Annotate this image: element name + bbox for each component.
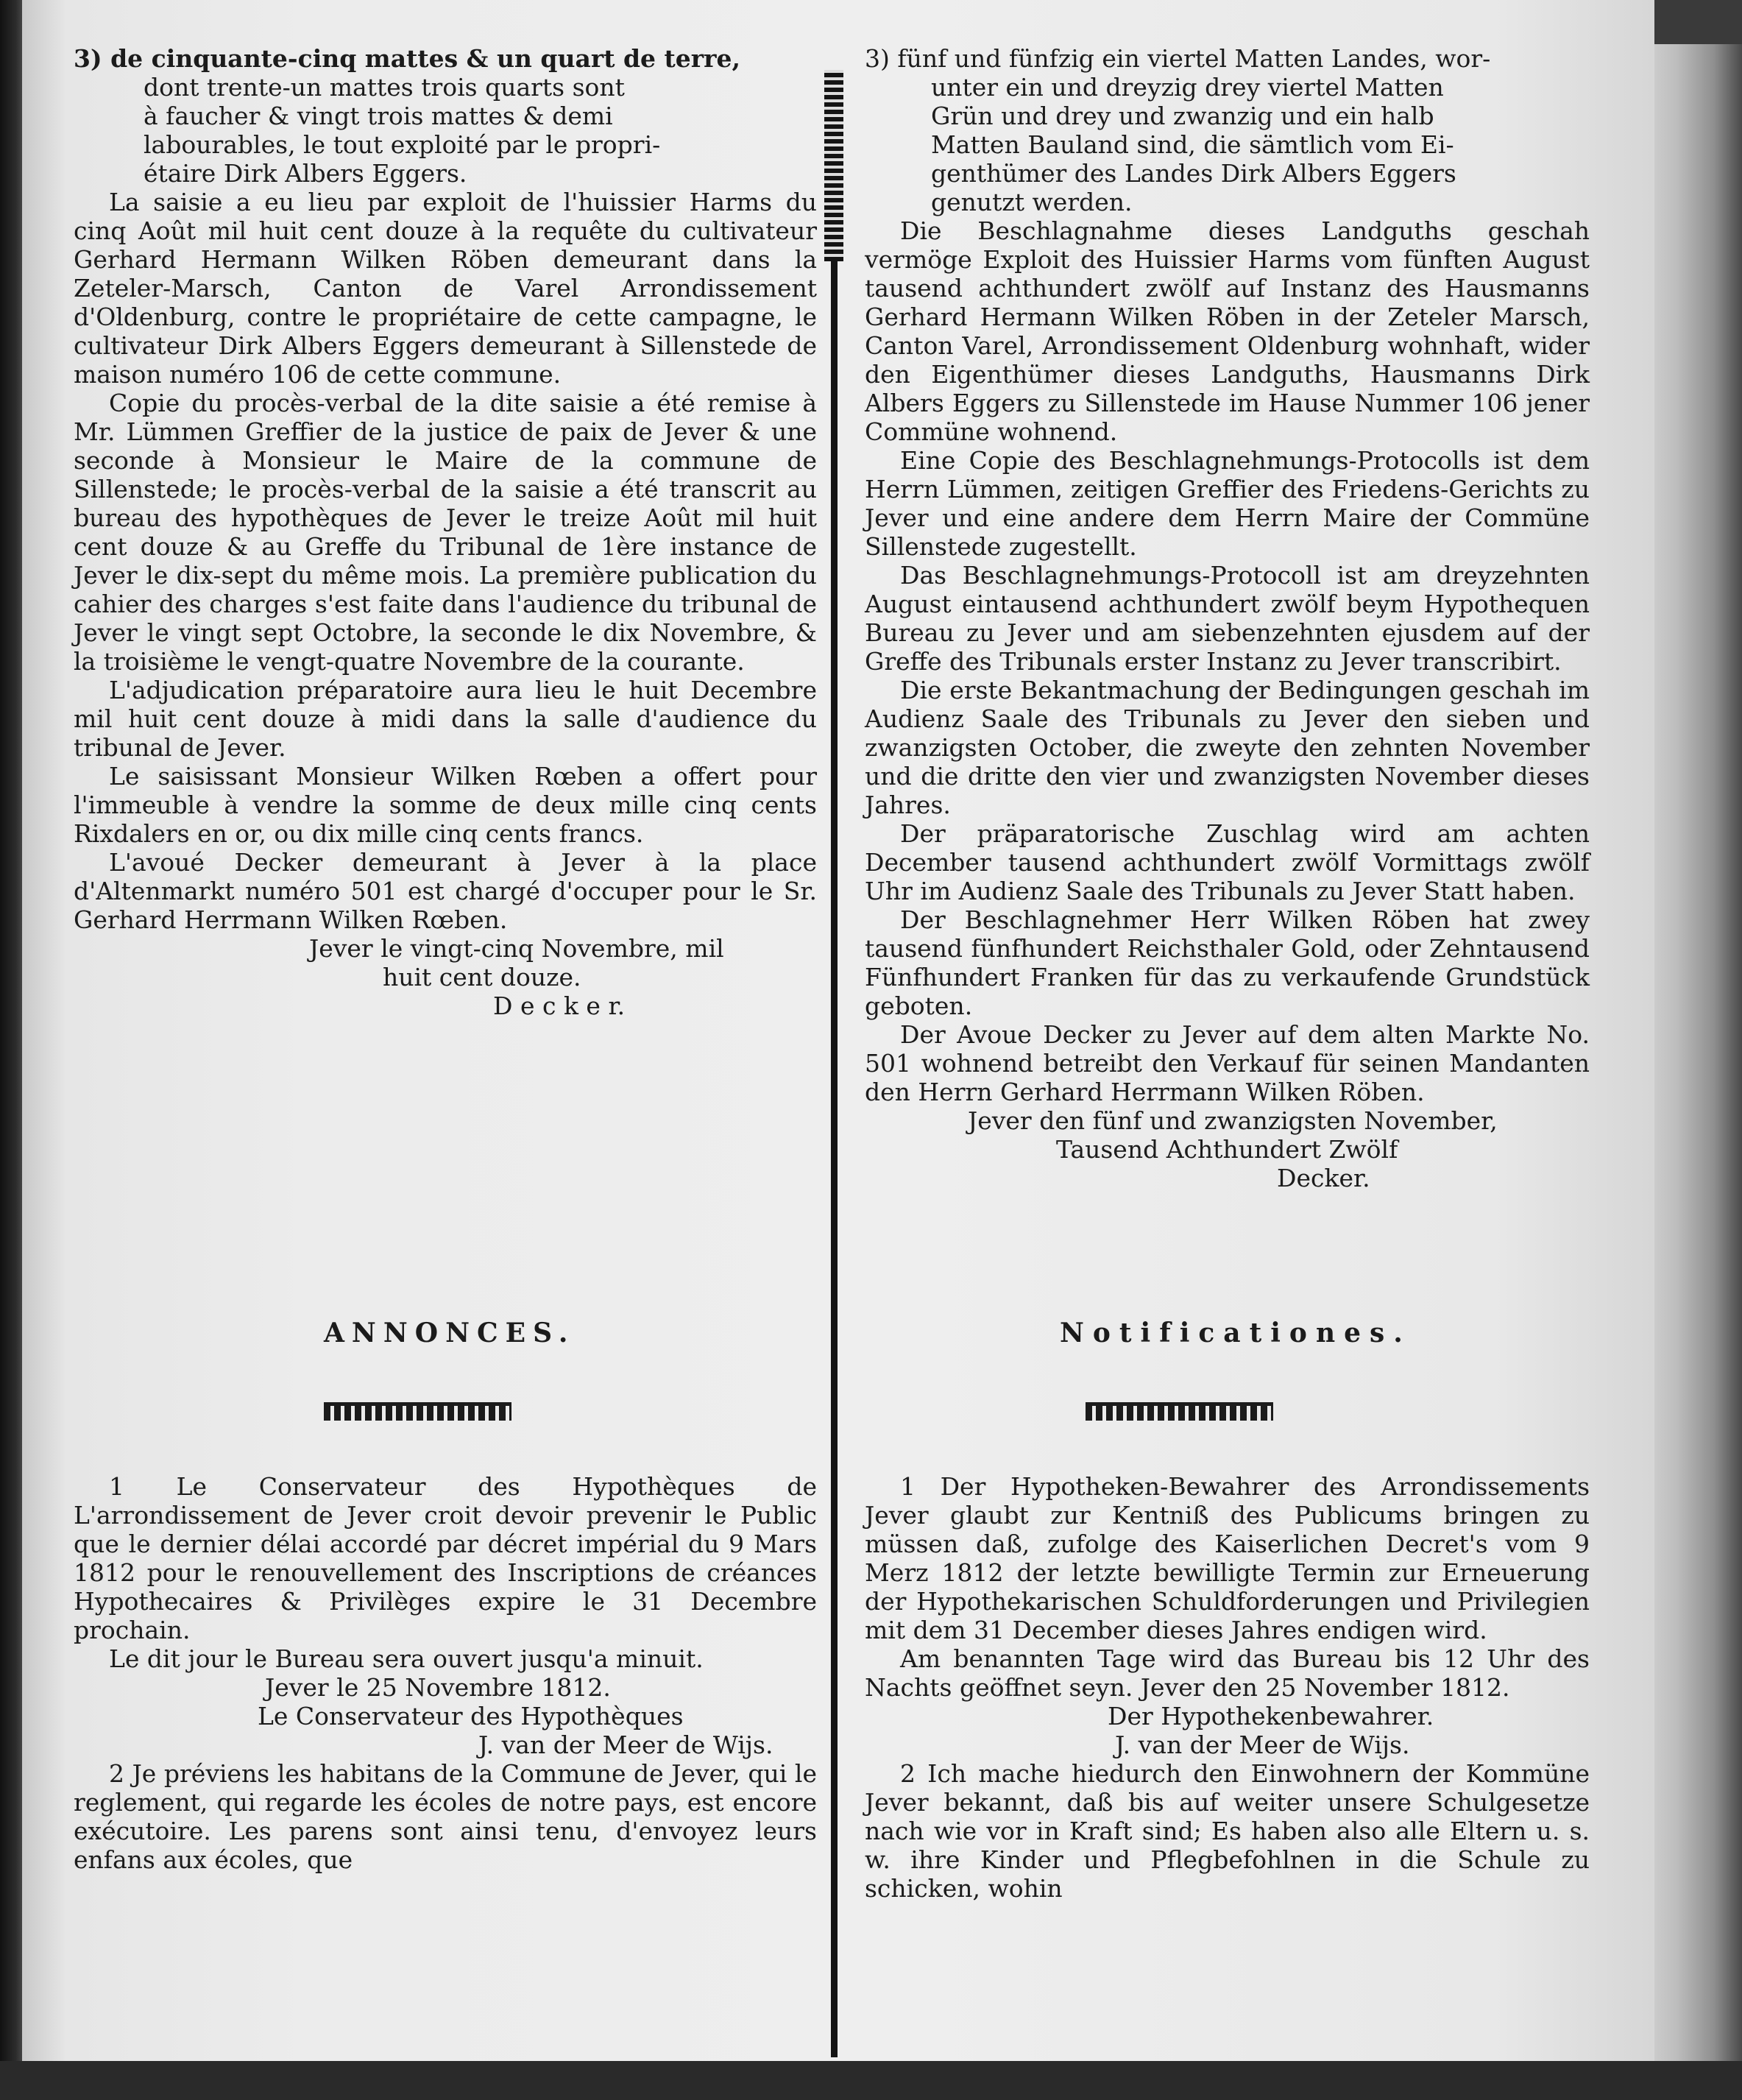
german-bekannt-paragraph: Die erste Bekantmachung der Bedingungen geschah im Audienz Saale des Tribunals zu Jever den sieben und zwanzigsten October, die zweyte den zehnten November und die dritte den vier und zwanzigsten November dieses Jahres.: [865, 676, 1590, 819]
annonce-1-paragraph: 1 Le Conservateur des Hypothèques de L'arrondissement de Jever croit devoir prevenir le Public que le dernier délai accordé par décret impérial du 9 Mars 1812 pour le renouvellement des Inscriptions de créances Hypothecaires & Privilèges expire le 31 Decembre prochain.: [74, 1472, 817, 1644]
french-item-3-line: 3) de cinquante-cinq mattes & un quart de terre,: [74, 44, 741, 73]
german-avoue-paragraph: Der Avoue Decker zu Jever auf dem alten Markte No. 501 wohnend betreibt den Verkauf für seinen Mandanten den Herrn Gerhard Herrmann Wilken Röben.: [865, 1020, 1590, 1106]
french-adjudication-paragraph: L'adjudication préparatoire aura lieu le huit Decembre mil huit cent douze à midi dans la salle d'audience du tribunal de Jever.: [74, 676, 817, 762]
annonce-1-title: Le Conservateur des Hypothèques: [258, 1702, 684, 1730]
notification-1-signature: J. van der Meer de Wijs.: [1115, 1730, 1410, 1759]
french-date-line: Jever le vingt-cinq Novembre, mil: [309, 934, 724, 963]
german-gebot-paragraph: Der Beschlagnehmer Herr Wilken Röben hat zwey tausend fünfhundert Reichsthaler Gold, oder Zehntausend Fünfhundert Franken für das zu verkaufende Grundstück geboten.: [865, 905, 1590, 1020]
german-beschlag-paragraph: Die Beschlagnahme dieses Landguths geschah vermöge Exploit des Huissier Harms vom fünften August tausend achthundert zwölf auf Instanz des Hausmanns Gerhard Hermann Wilken Röben in der Zeteler Marsch, Canton Varel, Arrondissement Oldenburg wohnhaft, wider den Eigenthümer dieses Landguths, Hausmanns Dirk Albers Eggers zu Sillenstede im Hause Nummer 106 jener Commüne wohnend.: [865, 216, 1590, 446]
page-stack-edge: [1649, 44, 1742, 2100]
notification-1-bureau: Am benannten Tage wird das Bureau bis 12 Uhr des Nachts geöffnet seyn. Jever den 25 November 1812.: [865, 1644, 1590, 1702]
french-signature: D e c k e r.: [493, 991, 626, 1020]
scanner-bottom-edge: [0, 2061, 1742, 2100]
annonce-1-bureau: Le dit jour le Bureau sera ouvert jusqu'a minuit.: [109, 1644, 704, 1673]
french-saisie-paragraph: La saisie a eu lieu par exploit de l'huissier Harms du cinq Août mil huit cent douze à la requête du cultivateur Gerhard Hermann Wilken Röben demeurant dans la Zeteler-Marsch, Canton de Varel Arrondissement d'Oldenburg, contre le propriétaire de cette campagne, le cultivateur Dirk Albers Eggers demeurant à Sillenstede de maison numéro 106 de cette commune.: [74, 188, 817, 389]
french-offre-paragraph: Le saisissant Monsieur Wilken Rœben a offert pour l'immeuble à vendre la somme de deux mille cinq cents Rixdalers en or, ou dix mille cinq cents francs.: [74, 762, 817, 848]
german-column: [865, 44, 1590, 1192]
german-ornament-rule: [1086, 1402, 1273, 1421]
german-copie-paragraph: Eine Copie des Beschlagnehmungs-Protocolls ist dem Herrn Lümmen, zeitigen Greffier des Friedens-Gerichts zu Jever und eine andere dem Herrn Maire der Commüne Sillenstede zugestellt.: [865, 446, 1590, 561]
german-item-3-line: genutzt werden.: [931, 188, 1133, 216]
german-date-line: Jever den fünf und zwanzigsten November,: [968, 1106, 1498, 1135]
notification-2-paragraph: 2 Ich mache hiedurch den Einwohnern der Kommüne Jever bekannt, daß bis auf weiter unsere Schulgesetze nach wie vor in Kraft sind; Es haben also alle Eltern u. s. w. ihre Kinder und Pflegbefohlnen in die Schule zu schicken, wohin: [865, 1759, 1590, 1903]
german-notificationes: [865, 1472, 1590, 1903]
french-avoue-paragraph: L'avoué Decker demeurant à Jever à la place d'Altenmarkt numéro 501 est chargé d'occuper pour le Sr. Gerhard Herrmann Wilken Rœben.: [74, 848, 817, 934]
german-item-3: [865, 44, 1590, 216]
annonce-1-date: Jever le 25 Novembre 1812.: [265, 1673, 611, 1702]
german-signature: Decker.: [1277, 1164, 1370, 1192]
german-item-3-line: genthümer des Landes Dirk Albers Eggers: [931, 159, 1456, 188]
notification-1-title: Der Hypothekenbewahrer.: [1108, 1702, 1434, 1730]
german-item-3-line: unter ein und dreyzig drey viertel Matten: [931, 73, 1444, 102]
french-copie-paragraph: Copie du procès-verbal de la dite saisie a été remise à Mr. Lümmen Greffier de la justice de paix de Jever & une seconde à Monsieur le Maire de la commune de Sillenstede; le procès-verbal de la saisie a été transcrit au bureau des hypothèques de Jever le treize Août mil huit cent douze & au Greffe du Tribunal de 1ère instance de Jever le dix-sept du même mois. La première publication du cahier des charges s'est faite dans l'audience du tribunal de Jever le vingt sept Octobre, la seconde le dix Novembre, & la troisième le vengt-quatre Novembre de la courante.: [74, 389, 817, 676]
french-item-3-line: dont trente-un mattes trois quarts sont: [144, 73, 625, 102]
french-item-3-line: labourables, le tout exploité par le propri-: [144, 130, 661, 159]
notificationes-heading: Notificationes.: [1060, 1318, 1412, 1348]
german-zuschlag-paragraph: Der präparatorische Zuschlag wird am achten December tausend achthundert zwölf Vormittags zwölf Uhr im Audienz Saale des Tribunals zu Jever Statt haben.: [865, 819, 1590, 905]
german-item-3-line: Matten Bauland sind, die sämtlich vom Ei-: [931, 130, 1454, 159]
column-divider-rule: [831, 70, 838, 2057]
annonce-2-paragraph: 2 Je préviens les habitans de la Commune de Jever, qui le reglement, qui regarde les écoles de notre pays, est encore exécutoire. Les parens sont ainsi tenu, d'envoyez leurs enfans aux écoles, que: [74, 1759, 817, 1874]
french-column: [74, 44, 817, 1020]
annonces-heading: ANNONCES.: [324, 1318, 576, 1348]
french-ornament-rule: [324, 1402, 511, 1421]
german-date-line: Tausend Achthundert Zwölf: [1056, 1135, 1398, 1164]
french-date-line: huit cent douze.: [383, 963, 581, 991]
column-divider-ornament: [824, 70, 843, 261]
french-item-3-line: étaire Dirk Albers Eggers.: [144, 159, 467, 188]
german-item-3-line: Grün und drey und zwanzig und ein halb: [931, 102, 1434, 130]
french-annonces: [74, 1472, 817, 1874]
german-item-3-line: 3) fünf und fünfzig ein viertel Matten Landes, wor-: [865, 44, 1491, 73]
notification-1-paragraph: 1 Der Hypotheken-Bewahrer des Arrondissements Jever glaubt zur Kentniß des Publicums bringen zu müssen daß, zufolge des Kaiserlichen Decret's vom 9 Merz 1812 der letzte bewilligte Termin zur Erneuerung der Hypothekarischen Schuldforderungen und Privilegien mit dem 31 December dieses Jahres endigen wird.: [865, 1472, 1590, 1644]
annonce-1-signature: J. van der Meer de Wijs.: [478, 1730, 773, 1759]
german-protocoll-paragraph: Das Beschlagnehmungs-Protocoll ist am dreyzehnten August eintausend achthundert zwölf beym Hypothequen Bureau zu Jever und am siebenzehnten ejusdem auf der Greffe des Tribunals erster Instanz zu Jever transcribirt.: [865, 561, 1590, 676]
french-item-3: [74, 44, 817, 188]
french-item-3-line: à faucher & vingt trois mattes & demi: [144, 102, 613, 130]
